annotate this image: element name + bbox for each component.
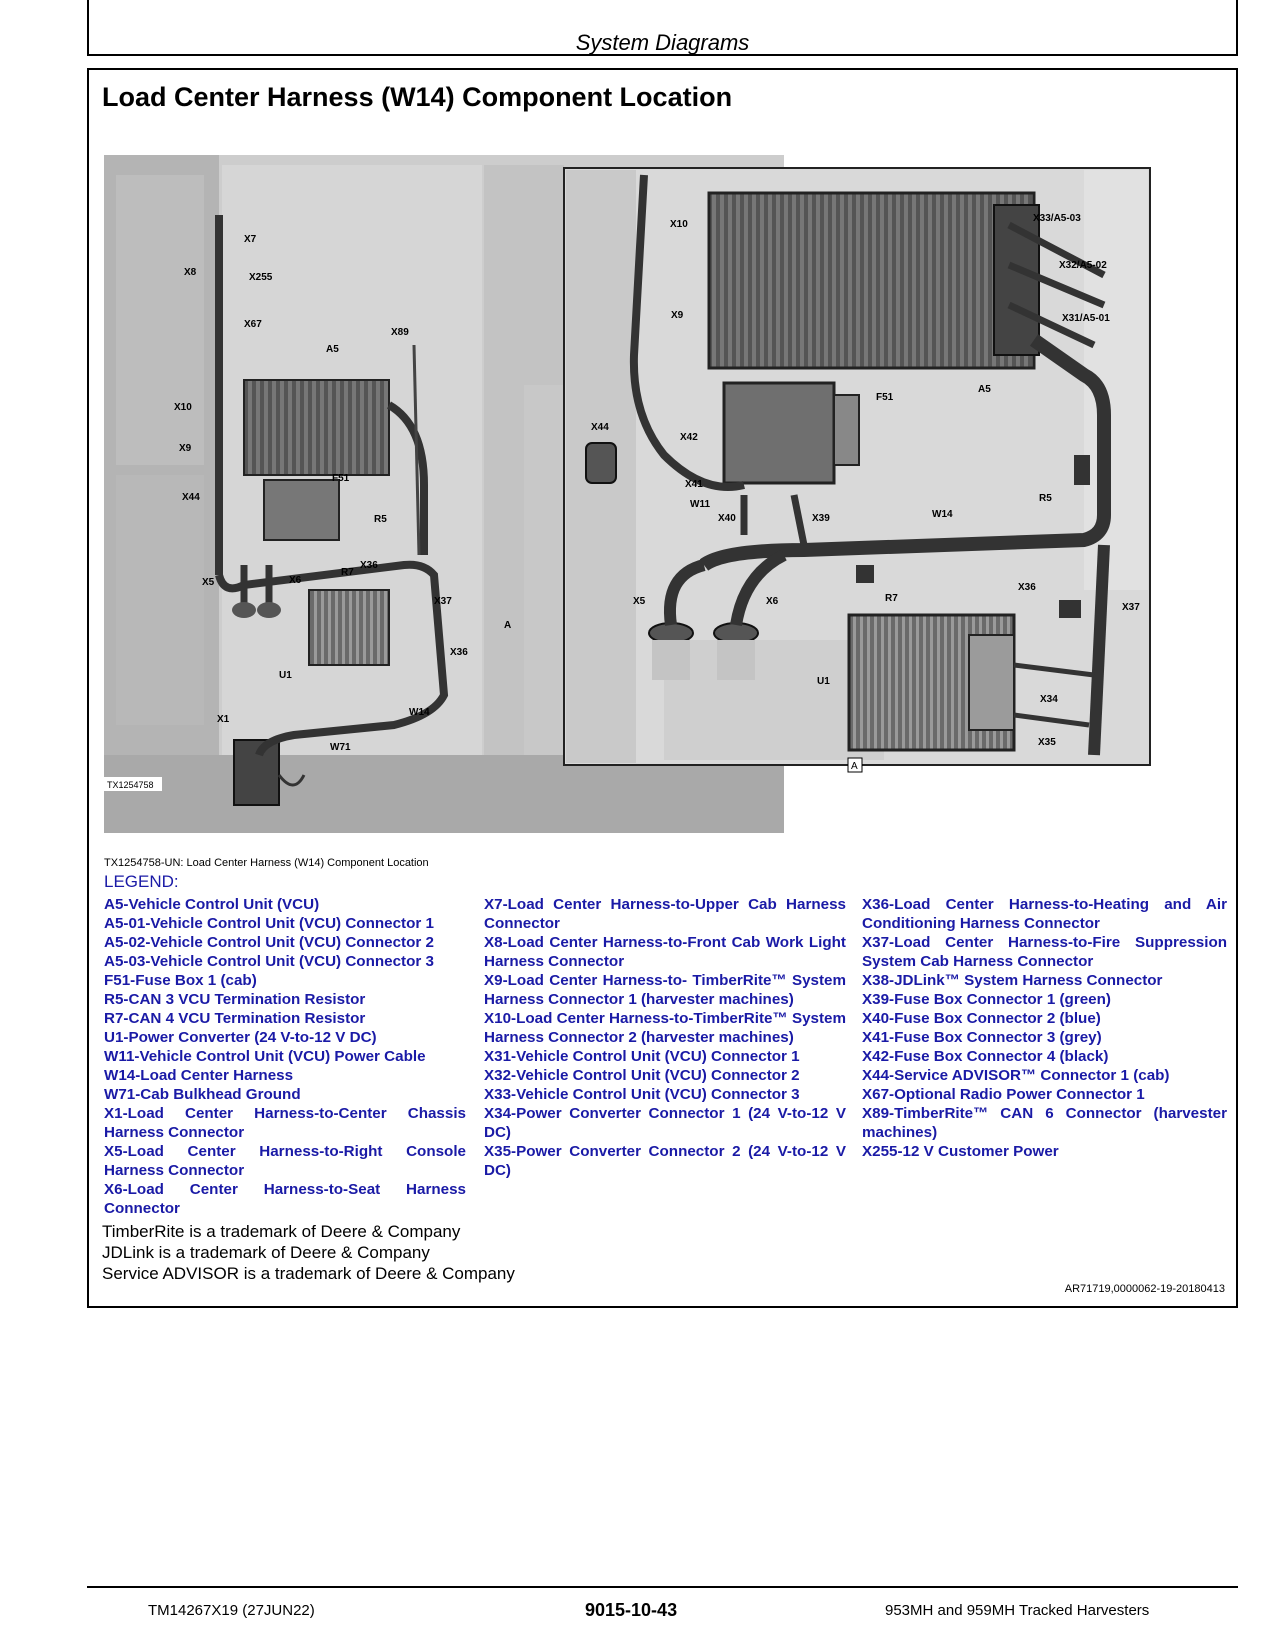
legend-entry: X32-Vehicle Control Unit (VCU) Connector 2	[484, 1067, 800, 1084]
legend-entry: X38-JDLink™ System Harness Connector	[862, 972, 1163, 989]
callout-x37: X37	[434, 596, 452, 607]
callout-d-x33: X33/A5-03	[1033, 213, 1081, 224]
legend-column-3	[862, 895, 1227, 1161]
callout-a5: A5	[326, 344, 339, 355]
callout-d-w11: W11	[690, 499, 711, 510]
callout-d-x41: X41	[685, 479, 703, 490]
legend-column-2	[484, 895, 846, 1180]
callout-d-a5: A5	[978, 384, 991, 395]
legend-entry: X39-Fuse Box Connector 1 (green)	[862, 991, 1111, 1008]
footer-manual-id: TM14267X19 (27JUN22)	[148, 1602, 315, 1619]
callout-x10: X10	[174, 402, 192, 413]
legend-entry: F51-Fuse Box 1 (cab)	[104, 972, 257, 989]
callout-x8: X8	[184, 267, 197, 278]
callout-w71: W71	[330, 742, 351, 753]
footer-page-number: 9015-10-43	[585, 1600, 678, 1620]
legend-entry: A5-02-Vehicle Control Unit (VCU) Connector 2	[104, 934, 434, 951]
legend-entry: A5-Vehicle Control Unit (VCU)	[104, 896, 320, 913]
callout-x67: X67	[244, 319, 262, 330]
figure-caption: TX1254758-UN: Load Center Harness (W14) Component Location	[104, 857, 429, 869]
page-heading: Load Center Harness (W14) Component Location	[102, 82, 733, 112]
trademark-note: Service ADVISOR is a trademark of Deere & Company	[102, 1264, 515, 1283]
legend-entry: X41-Fuse Box Connector 3 (grey)	[862, 1029, 1102, 1046]
callout-f51: F51	[332, 473, 350, 484]
legend-entry: X1-Load Center Harness-to-Center Chassis Harness Connector	[104, 1105, 466, 1141]
callout-d-f51: F51	[876, 392, 894, 403]
callout-d-r5: R5	[1039, 493, 1052, 504]
callout-d-x37: X37	[1122, 602, 1140, 613]
legend-entry: X31-Vehicle Control Unit (VCU) Connector 1	[484, 1048, 800, 1065]
callout-d-x10: X10	[670, 219, 688, 230]
callout-x1: X1	[217, 714, 230, 725]
legend-entry: X5-Load Center Harness-to-Right Console Harness Connector	[104, 1143, 466, 1179]
legend-entry: X9-Load Center Harness-to- TimberRite™ System Harness Connector 1 (harvester machines)	[484, 972, 846, 1008]
callout-x36a: X36	[360, 560, 378, 571]
footer-product: 953MH and 959MH Tracked Harvesters	[885, 1602, 1150, 1619]
callout-d-x36: X36	[1018, 582, 1036, 593]
document-reference: AR71719,0000062-19-20180413	[1064, 1283, 1225, 1295]
callout-r7: R7	[341, 567, 354, 578]
callout-x7: X7	[244, 234, 257, 245]
legend-entry: A5-03-Vehicle Control Unit (VCU) Connector 3	[104, 953, 434, 970]
legend-entry: W14-Load Center Harness	[104, 1067, 294, 1084]
callout-x6: X6	[289, 575, 302, 586]
trademark-note: TimberRite is a trademark of Deere & Company	[102, 1222, 461, 1241]
figure-svg	[104, 155, 1200, 833]
callout-d-u1: U1	[817, 676, 830, 687]
callout-d-x44: X44	[591, 422, 609, 433]
legend-entry: X36-Load Center Harness-to-Heating and Air Conditioning Harness Connector	[862, 896, 1227, 932]
legend-entry: R7-CAN 4 VCU Termination Resistor	[104, 1010, 366, 1027]
component-location-figure	[104, 155, 1200, 833]
legend-entry: X44-Service ADVISOR™ Connector 1 (cab)	[862, 1067, 1170, 1084]
legend-entry: X33-Vehicle Control Unit (VCU) Connector 3	[484, 1086, 800, 1103]
legend-entry: U1-Power Converter (24 V-to-12 V DC)	[104, 1029, 377, 1046]
legend-entry: W71-Cab Bulkhead Ground	[104, 1086, 301, 1103]
legend-entry: X7-Load Center Harness-to-Upper Cab Harness Connector	[484, 896, 846, 932]
callout-d-x32: X32/A5-02	[1059, 260, 1107, 271]
legend-title: LEGEND:	[104, 872, 179, 891]
callout-x255: X255	[249, 272, 273, 283]
callout-x36b: X36	[450, 647, 468, 658]
legend-entry: W11-Vehicle Control Unit (VCU) Power Cable	[104, 1048, 426, 1065]
legend-entry: R5-CAN 3 VCU Termination Resistor	[104, 991, 366, 1008]
detail-marker: A	[851, 761, 858, 772]
legend-entry: X37-Load Center Harness-to-Fire Suppression System Cab Harness Connector	[862, 934, 1227, 970]
section-title: System Diagrams	[575, 30, 750, 55]
callout-d-x9: X9	[671, 310, 684, 321]
callout-x44: X44	[182, 492, 200, 503]
legend-entry: A5-01-Vehicle Control Unit (VCU) Connector 1	[104, 915, 434, 932]
callout-x9: X9	[179, 443, 192, 454]
legend-entry: X6-Load Center Harness-to-Seat Harness Connector	[104, 1181, 466, 1217]
legend-entry: X89-TimberRite™ CAN 6 Connector (harvester machines)	[862, 1105, 1227, 1141]
callout-d-x42: X42	[680, 432, 698, 443]
callout-d-x5: X5	[633, 596, 646, 607]
trademark-note: JDLink is a trademark of Deere & Company	[102, 1243, 430, 1262]
detail-panel	[564, 168, 1150, 772]
callout-d-w14: W14	[932, 509, 953, 520]
callout-d-x31: X31/A5-01	[1062, 313, 1110, 324]
legend-entry: X8-Load Center Harness-to-Front Cab Work Light Harness Connector	[484, 934, 846, 970]
figure-id: TX1254758	[107, 780, 154, 790]
callout-u1: U1	[279, 670, 292, 681]
legend-entry: X35-Power Converter Connector 2 (24 V-to-12 V DC)	[484, 1143, 846, 1179]
legend-entry: X40-Fuse Box Connector 2 (blue)	[862, 1010, 1101, 1027]
legend-entry: X34-Power Converter Connector 1 (24 V-to-12 V DC)	[484, 1105, 846, 1141]
legend-column-1	[104, 895, 466, 1218]
footer-divider	[87, 1586, 1238, 1588]
callout-a-view: A	[504, 620, 512, 631]
legend-entry: X67-Optional Radio Power Connector 1	[862, 1086, 1145, 1103]
callout-d-r7: R7	[885, 593, 898, 604]
callout-d-x40: X40	[718, 513, 736, 524]
legend-entry: X10-Load Center Harness-to-TimberRite™ System Harness Connector 2 (harvester machines)	[484, 1010, 846, 1046]
callout-w14: W14	[409, 707, 430, 718]
legend-entry: X42-Fuse Box Connector 4 (black)	[862, 1048, 1109, 1065]
callout-d-x35: X35	[1038, 737, 1056, 748]
trademark-notes	[102, 1221, 515, 1284]
callout-d-x34: X34	[1040, 694, 1058, 705]
legend-entry: X255-12 V Customer Power	[862, 1143, 1059, 1160]
callout-x89: X89	[391, 327, 409, 338]
callout-r5: R5	[374, 514, 387, 525]
callout-d-x39: X39	[812, 513, 830, 524]
callout-x5: X5	[202, 577, 215, 588]
callout-d-x6: X6	[766, 596, 779, 607]
